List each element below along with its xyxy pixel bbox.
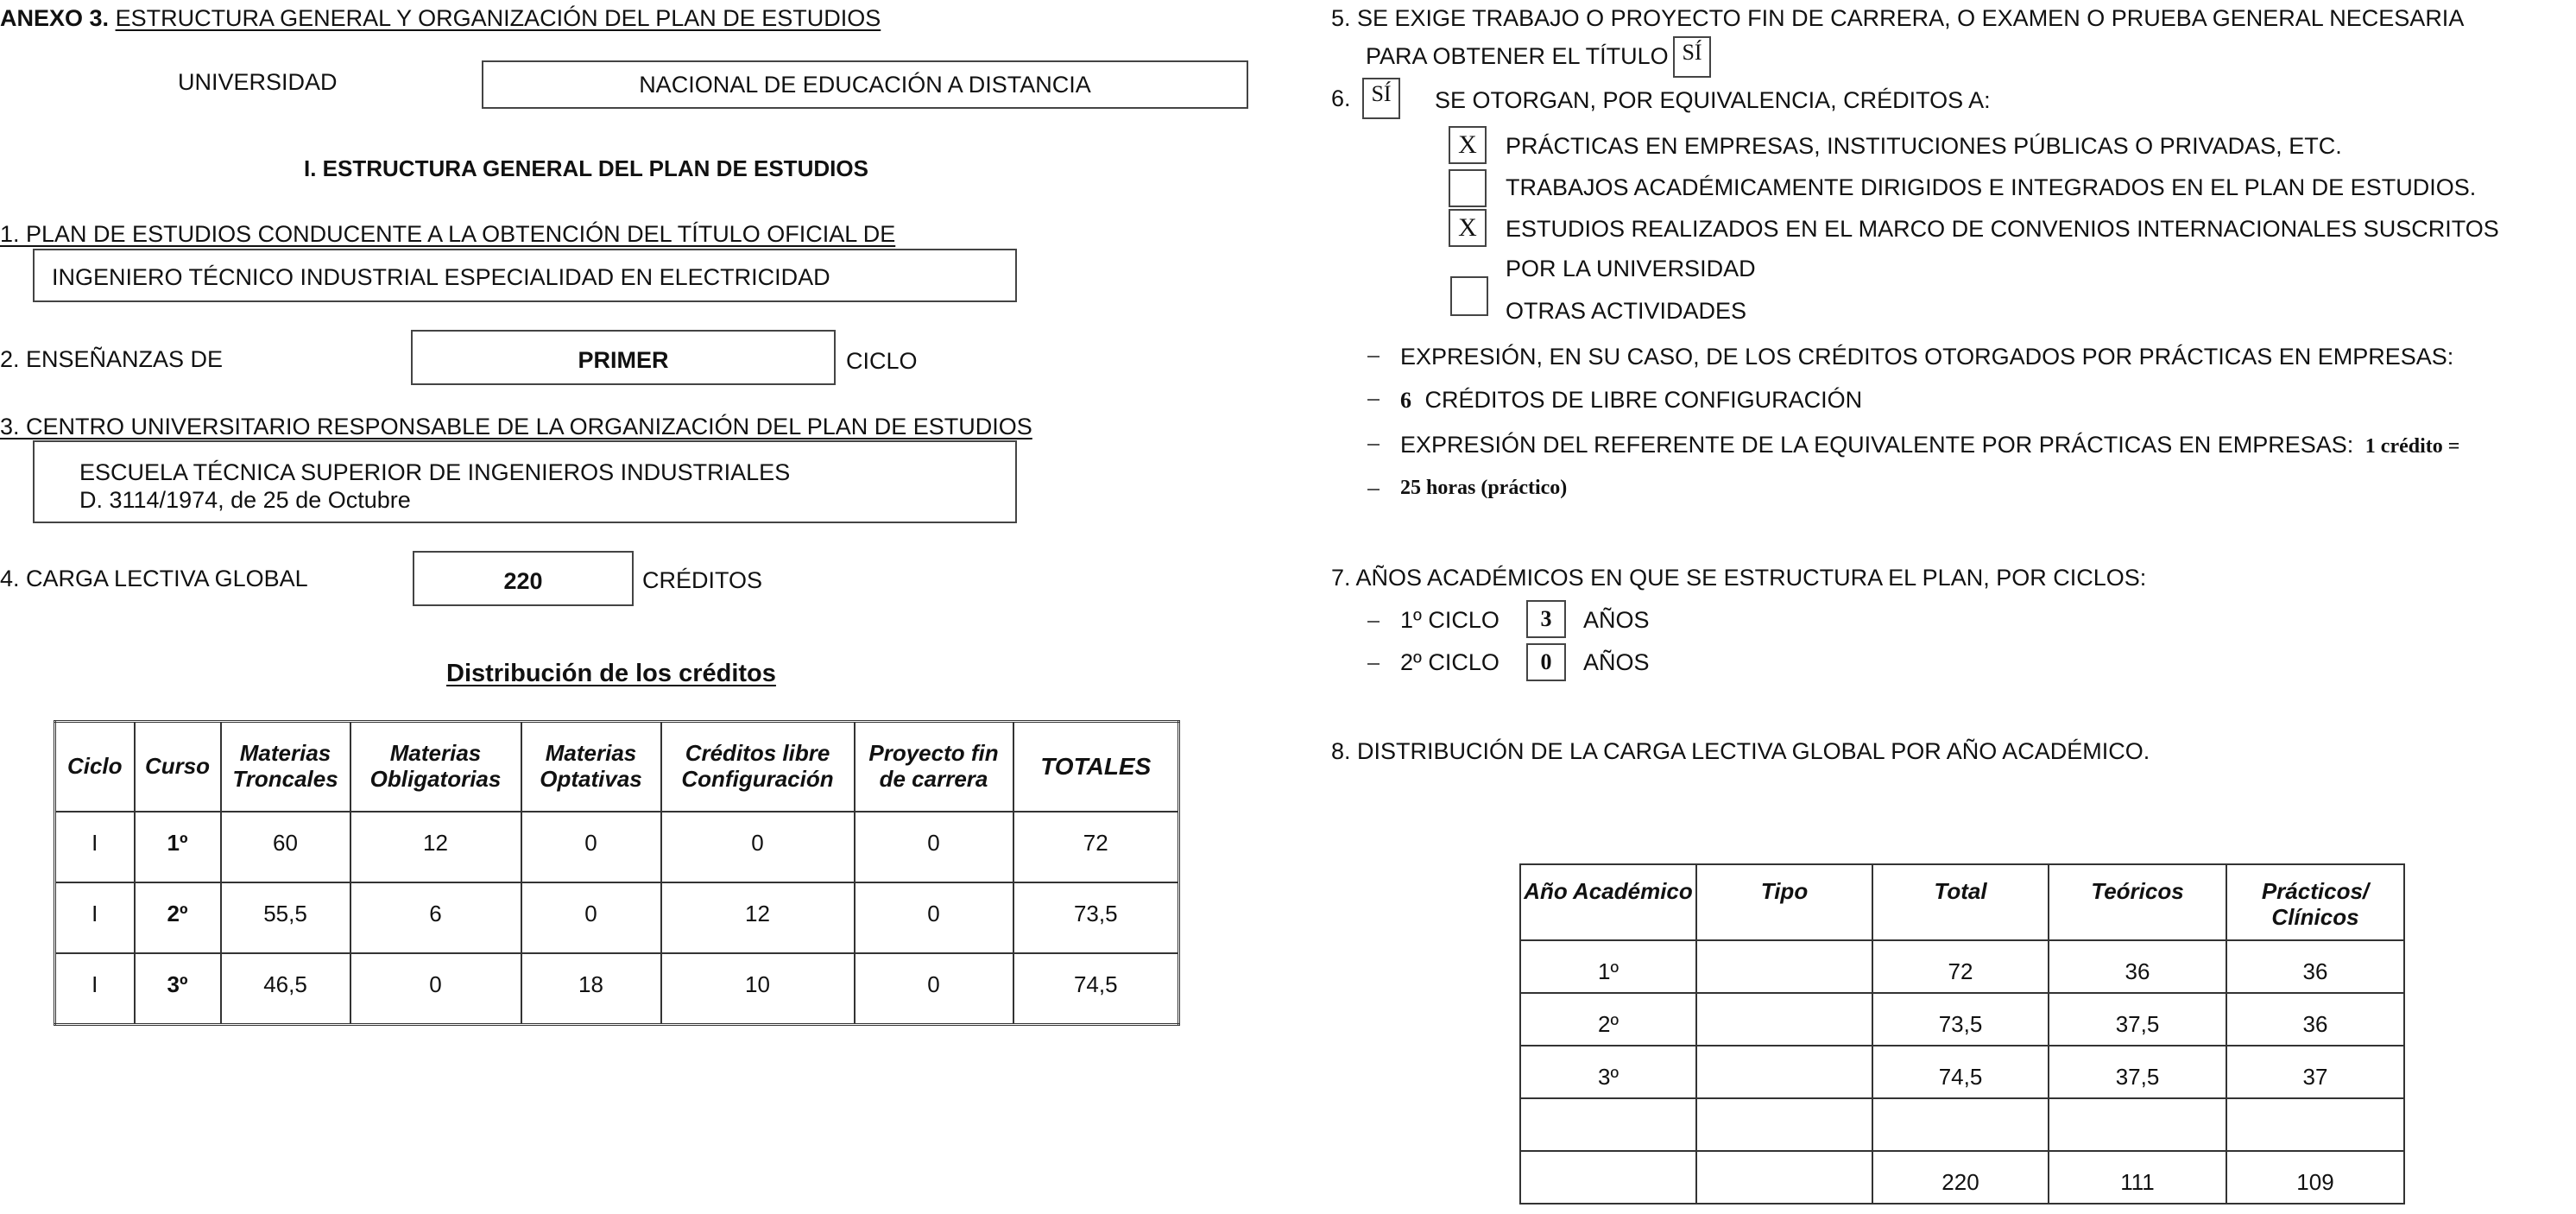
table-cell: 2º — [135, 882, 221, 953]
ciclo-suffix: CICLO — [846, 348, 918, 374]
table-cell: 3º — [1520, 1046, 1696, 1098]
col-header: Proyecto fin de carrera — [855, 722, 1013, 812]
table-cell — [2049, 1098, 2226, 1151]
table-cell: I — [55, 812, 135, 882]
option-trabajos-label: TRABAJOS ACADÉMICAMENTE DIRIGIDOS E INTEGRADOS EN EL PLAN DE ESTUDIOS. — [1506, 174, 2477, 200]
col-header: Materias Optativas — [521, 722, 661, 812]
col-header: Curso — [135, 722, 221, 812]
item4-label: 4. CARGA LECTIVA GLOBAL — [0, 566, 308, 591]
table-cell: 36 — [2226, 940, 2404, 993]
table-cell: 0 — [855, 882, 1013, 953]
table-cell: 73,5 — [1872, 993, 2049, 1046]
table-cell: 55,5 — [221, 882, 350, 953]
table-cell: 6 — [350, 882, 521, 953]
option-practicas-label: PRÁCTICAS EN EMPRESAS, INSTITUCIONES PÚBLICAS O PRIVADAS, ETC. — [1506, 133, 2342, 159]
table-cell — [2226, 1098, 2404, 1151]
item5-value-box: SÍ — [1673, 36, 1711, 78]
ciclo1-unit: AÑOS — [1583, 607, 1650, 633]
table-cell: 109 — [2226, 1151, 2404, 1204]
table-cell: 18 — [521, 953, 661, 1024]
table-cell — [1696, 940, 1872, 993]
table-cell: 0 — [521, 882, 661, 953]
item5-line2: PARA OBTENER EL TÍTULO — [1366, 43, 1669, 69]
table-cell: 36 — [2226, 993, 2404, 1046]
distribucion-header-row — [55, 722, 1179, 812]
table-cell: 2º — [1520, 993, 1696, 1046]
table-cell: 12 — [350, 812, 521, 882]
table-cell: 111 — [2049, 1151, 2226, 1204]
col-header: Materias Troncales — [221, 722, 350, 812]
ciclo2-unit: AÑOS — [1583, 649, 1650, 675]
section-title: I. ESTRUCTURA GENERAL DEL PLAN DE ESTUDIOS — [304, 155, 868, 181]
table-row — [55, 953, 1179, 1024]
table-row — [1520, 993, 2404, 1046]
table-cell: 37,5 — [2049, 1046, 2226, 1098]
col-header: TOTALES — [1013, 722, 1179, 812]
item8-label: 8. DISTRIBUCIÓN DE LA CARGA LECTIVA GLOBAL POR AÑO ACADÉMICO. — [1331, 738, 2150, 764]
table-cell: 0 — [521, 812, 661, 882]
col-header: Prácticos/ Clínicos — [2226, 864, 2404, 940]
item3-label: 3. CENTRO UNIVERSITARIO RESPONSABLE DE LA ORGANIZACIÓN DEL PLAN DE ESTUDIOS — [0, 414, 1032, 439]
table-cell: 0 — [661, 812, 855, 882]
table-cell: 0 — [350, 953, 521, 1024]
item2-label: 2. ENSEÑANZAS DE — [0, 346, 224, 372]
annex-title: ESTRUCTURA GENERAL Y ORGANIZACIÓN DEL PLAN DE ESTUDIOS — [115, 5, 881, 31]
table-cell: I — [55, 882, 135, 953]
col-header: Tipo — [1696, 864, 1872, 940]
checkbox-practicas: X — [1449, 126, 1487, 164]
dash-bullet — [1367, 444, 1380, 446]
table-cell: 73,5 — [1013, 882, 1179, 953]
table-cell — [1520, 1098, 1696, 1151]
table-cell: 10 — [661, 953, 855, 1024]
table-cell — [1872, 1098, 2049, 1151]
expresion1: EXPRESIÓN, EN SU CASO, DE LOS CRÉDITOS OTORGADOS POR PRÁCTICAS EN EMPRESAS: — [1400, 344, 2454, 370]
centro-line1: ESCUELA TÉCNICA SUPERIOR DE INGENIEROS INDUSTRIALES — [79, 459, 791, 485]
col-header: Ciclo — [55, 722, 135, 812]
table-cell: 74,5 — [1013, 953, 1179, 1024]
ciclo2-years-box: 0 — [1526, 643, 1566, 681]
col-header: Año Académico — [1520, 864, 1696, 940]
item5-line1: 5. SE EXIGE TRABAJO O PROYECTO FIN DE CARRERA, O EXAMEN O PRUEBA GENERAL NECESARIA — [1331, 5, 2465, 31]
creditos-text: CRÉDITOS DE LIBRE CONFIGURACIÓN — [1424, 387, 1863, 413]
table-cell: 37,5 — [2049, 993, 2226, 1046]
table-cell: 220 — [1872, 1151, 2049, 1204]
dash-bullet — [1367, 399, 1380, 401]
table-row — [1520, 940, 2404, 993]
checkbox-trabajos — [1449, 169, 1487, 207]
item1-label: 1. PLAN DE ESTUDIOS CONDUCENTE A LA OBTENCIÓN DEL TÍTULO OFICIAL DE — [0, 221, 896, 247]
table-cell — [1696, 1151, 1872, 1204]
table-cell — [1696, 1046, 1872, 1098]
table-row — [1520, 1046, 2404, 1098]
table-cell: 3º — [135, 953, 221, 1024]
ciclo-value: PRIMER — [578, 347, 669, 373]
table-cell — [1696, 993, 1872, 1046]
checkbox-otras — [1450, 276, 1488, 316]
table-cell — [1696, 1098, 1872, 1151]
option-otras-label: OTRAS ACTIVIDADES — [1506, 298, 1747, 324]
item6-label: SE OTORGAN, POR EQUIVALENCIA, CRÉDITOS A: — [1435, 87, 1991, 113]
table-cell: I — [55, 953, 135, 1024]
col-header: Materias Obligatorias — [350, 722, 521, 812]
table-cell: 0 — [855, 812, 1013, 882]
table-cell: 1º — [1520, 940, 1696, 993]
item7-label: 7. AÑOS ACADÉMICOS EN QUE SE ESTRUCTURA EL PLAN, POR CICLOS: — [1331, 565, 2147, 591]
table-cell: 74,5 — [1872, 1046, 2049, 1098]
distribucion-title: Distribución de los créditos — [446, 660, 776, 687]
carga-header-row — [1520, 864, 2404, 940]
dash-bullet — [1367, 489, 1380, 490]
distribucion-table — [54, 720, 1180, 1026]
table-row — [55, 812, 1179, 882]
centro-box — [33, 440, 1017, 523]
dash-bullet — [1367, 356, 1380, 357]
carga-suffix: CRÉDITOS — [642, 567, 763, 593]
annex-number: ANEXO 3. — [0, 5, 110, 31]
carga-value: 220 — [503, 568, 543, 594]
col-header: Total — [1872, 864, 2049, 940]
dash-bullet — [1367, 663, 1380, 665]
table-cell: 36 — [2049, 940, 2226, 993]
centro-line2: D. 3114/1974, de 25 de Octubre — [79, 487, 411, 513]
table-cell: 0 — [855, 953, 1013, 1024]
titulo-value: INGENIERO TÉCNICO INDUSTRIAL ESPECIALIDAD EN ELECTRICIDAD — [52, 264, 830, 290]
col-header: Teóricos — [2049, 864, 2226, 940]
horas-value: 25 horas (práctico) — [1400, 477, 1568, 499]
table-cell: 60 — [221, 812, 350, 882]
universidad-box — [482, 60, 1248, 109]
carga-por-ano-table — [1519, 863, 2405, 1205]
table-cell: 37 — [2226, 1046, 2404, 1098]
table-cell: 12 — [661, 882, 855, 953]
checkbox-convenios: X — [1449, 209, 1487, 247]
table-row — [1520, 1151, 2404, 1204]
ciclo1-label: 1º CICLO — [1400, 607, 1500, 633]
table-cell: 46,5 — [221, 953, 350, 1024]
option-convenios-label: ESTUDIOS REALIZADOS EN EL MARCO DE CONVENIOS INTERNACIONALES SUSCRITOS — [1506, 216, 2499, 242]
table-row — [55, 882, 1179, 953]
col-header: Créditos libre Configuración — [661, 722, 855, 812]
table-cell — [1520, 1151, 1696, 1204]
ciclo2-label: 2º CICLO — [1400, 649, 1500, 675]
annex-heading — [0, 7, 881, 30]
titulo-box — [33, 249, 1017, 302]
ciclo1-years-box: 3 — [1526, 600, 1566, 638]
creditos-number: 6 — [1400, 388, 1411, 413]
expresion2-value: 1 crédito = — [2364, 435, 2460, 458]
option-convenios-label2: POR LA UNIVERSIDAD — [1506, 256, 1756, 281]
table-cell: 72 — [1872, 940, 2049, 993]
table-row — [1520, 1098, 2404, 1151]
carga-box — [413, 551, 634, 606]
item6-number: 6. — [1331, 85, 1351, 111]
table-cell: 1º — [135, 812, 221, 882]
universidad-value: NACIONAL DE EDUCACIÓN A DISTANCIA — [639, 72, 1091, 98]
table-cell: 72 — [1013, 812, 1179, 882]
ciclo-box — [411, 330, 836, 385]
item6-value-box: SÍ — [1362, 78, 1400, 119]
expresion2: EXPRESIÓN DEL REFERENTE DE LA EQUIVALENTE POR PRÁCTICAS EN EMPRESAS: — [1400, 432, 2354, 458]
dash-bullet — [1367, 621, 1380, 623]
universidad-label: UNIVERSIDAD — [178, 69, 338, 95]
